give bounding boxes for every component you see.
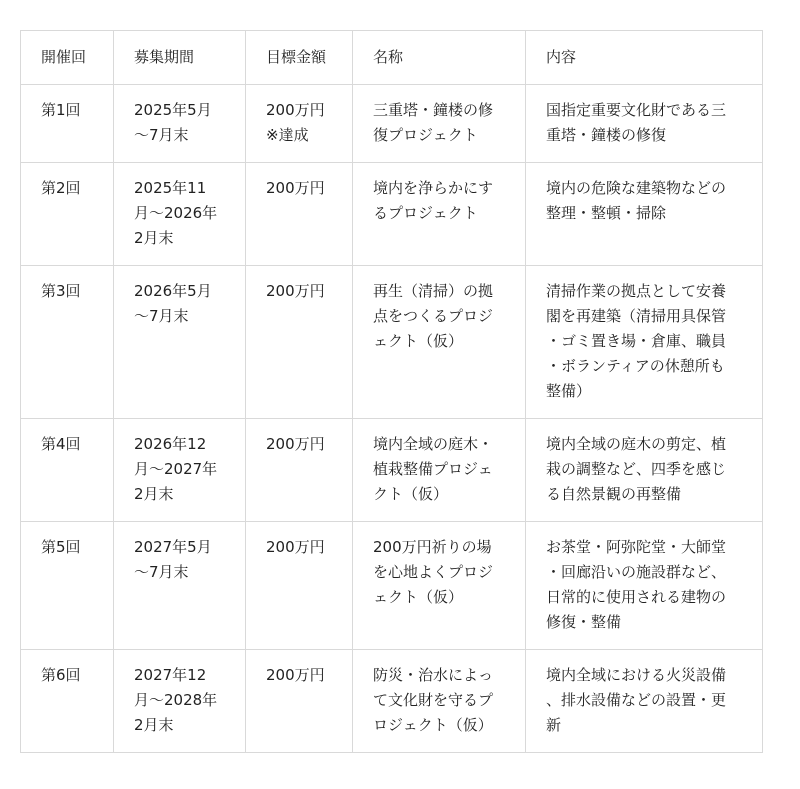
- cell-content: 境内全域における火災設備 、排水設備などの設置・更 新: [526, 650, 763, 753]
- table-row: [21, 522, 763, 650]
- cell-round: 第3回: [21, 266, 114, 419]
- cell-round: 第5回: [21, 522, 114, 650]
- cell-content: お茶堂・阿弥陀堂・大師堂 ・回廊沿いの施設群など、 日常的に使用される建物の 修復・整備: [526, 522, 763, 650]
- table-row: [21, 650, 763, 753]
- cell-target: 200万円: [246, 163, 353, 266]
- cell-name: 再生（清掃）の拠 点をつくるプロジ ェクト（仮）: [353, 266, 526, 419]
- cell-target: 200万円: [246, 522, 353, 650]
- header-period: 募集期間: [114, 31, 246, 85]
- cell-period: 2027年12 月～2028年 2月末: [114, 650, 246, 753]
- cell-name: 境内全域の庭木・ 植栽整備プロジェ クト（仮）: [353, 419, 526, 522]
- cell-name: 境内を浄らかにす るプロジェクト: [353, 163, 526, 266]
- header-target: 目標金額: [246, 31, 353, 85]
- table-header-row: [21, 31, 763, 85]
- cell-round: 第1回: [21, 85, 114, 163]
- project-schedule-table: [20, 30, 763, 753]
- header-content: 内容: [526, 31, 763, 85]
- cell-period: 2026年12 月～2027年 2月末: [114, 419, 246, 522]
- header-round: 開催回: [21, 31, 114, 85]
- table-row: [21, 419, 763, 522]
- cell-target: 200万円: [246, 419, 353, 522]
- cell-name: 三重塔・鐘楼の修 復プロジェクト: [353, 85, 526, 163]
- header-name: 名称: [353, 31, 526, 85]
- cell-round: 第2回: [21, 163, 114, 266]
- cell-target: 200万円: [246, 266, 353, 419]
- cell-name: 200万円祈りの場 を心地よくプロジ ェクト（仮）: [353, 522, 526, 650]
- cell-name: 防災・治水によっ て文化財を守るプ ロジェクト（仮）: [353, 650, 526, 753]
- cell-content: 境内全域の庭木の剪定、植 栽の調整など、四季を感じ る自然景観の再整備: [526, 419, 763, 522]
- cell-round: 第6回: [21, 650, 114, 753]
- table-row: [21, 266, 763, 419]
- cell-content: 国指定重要文化財である三 重塔・鐘楼の修復: [526, 85, 763, 163]
- cell-period: 2025年5月 ～7月末: [114, 85, 246, 163]
- table-row: [21, 85, 763, 163]
- cell-target: 200万円 ※達成: [246, 85, 353, 163]
- cell-period: 2026年5月 ～7月末: [114, 266, 246, 419]
- cell-target: 200万円: [246, 650, 353, 753]
- cell-round: 第4回: [21, 419, 114, 522]
- table-row: [21, 163, 763, 266]
- cell-period: 2025年11 月～2026年 2月末: [114, 163, 246, 266]
- cell-content: 境内の危険な建築物などの 整理・整頓・掃除: [526, 163, 763, 266]
- cell-period: 2027年5月 ～7月末: [114, 522, 246, 650]
- cell-content: 清掃作業の拠点として安養 閣を再建築（清掃用具保管 ・ゴミ置き場・倉庫、職員 ・ボランティアの休憩所も 整備）: [526, 266, 763, 419]
